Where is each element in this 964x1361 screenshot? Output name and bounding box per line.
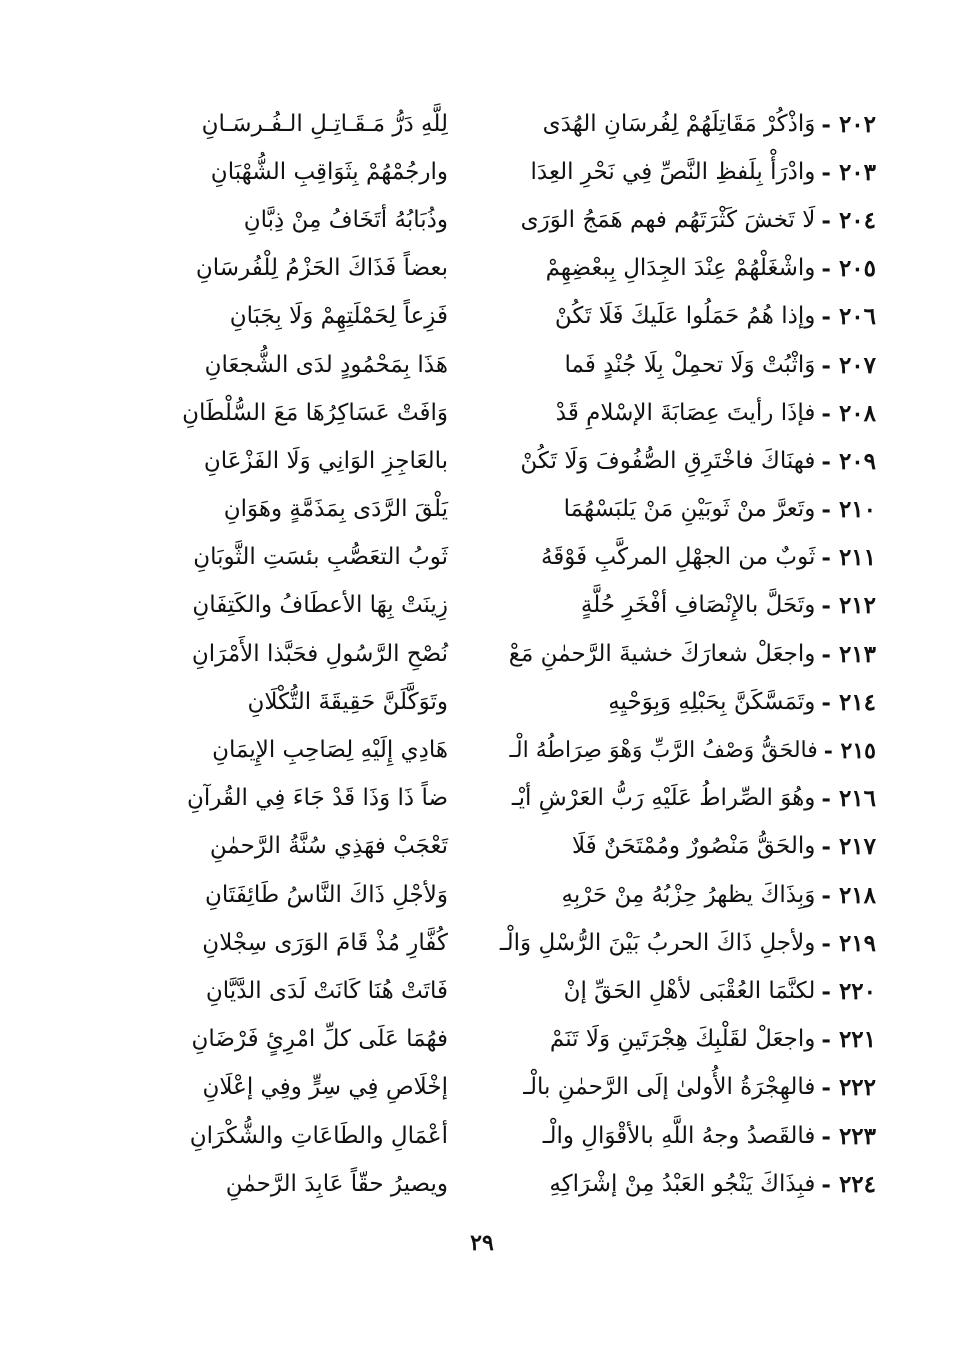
second-hemistich-text: يَلْقَ الرَّدَى بِمَذَمَّةٍ وهَوَانِ: [223, 496, 448, 523]
verse-number: ٢١٦ -: [821, 785, 876, 813]
second-hemistich: [76, 351, 448, 378]
second-hemistich-text: تَعْجَبْ فهَذِي سُنَّةُ الرَّحمٰنِ: [209, 833, 448, 860]
second-hemistich-text: كُفَّارِ مُذْ قَامَ الوَرَى سِجْلانِ: [202, 929, 448, 956]
first-hemistich-text: وتَعرَّ منْ ثَوبَيْنِ مَنْ يَلبَسْهُمَا: [563, 496, 816, 523]
second-hemistich-text: زِينَتْ بِهَا الأعطَافُ والكَتِفَانِ: [192, 592, 448, 619]
verse-number: ٢٢٠ -: [821, 977, 876, 1005]
second-hemistich-text: فهُمَا عَلَى كلِّ امْرِئٍ فَرْضَانِ: [191, 1026, 448, 1053]
verse-number: ٢١٣ -: [821, 640, 876, 668]
first-hemistich: [498, 110, 876, 138]
first-hemistich: [498, 351, 876, 379]
second-hemistich: [76, 929, 448, 956]
verse-number: ٢٠٢ -: [821, 110, 876, 138]
verse-row: [76, 486, 876, 534]
second-hemistich-text: إخْلَاصِ فِي سِرٍّ وفِي إعْلَانِ: [202, 1074, 448, 1101]
verse-number: ٢٢٤ -: [821, 1170, 876, 1198]
verse-number: ٢٠٥ -: [821, 255, 876, 283]
verse-row: [76, 389, 876, 437]
verse-row: [76, 245, 876, 293]
verse-row: [76, 775, 876, 823]
second-hemistich: [76, 158, 448, 185]
first-hemistich: [498, 303, 876, 331]
second-hemistich-text: فَزِعاً لِحَمْلَتِهِمْ وَلَا بِجَبَانِ: [229, 303, 448, 330]
verse-row: [76, 1160, 876, 1208]
first-hemistich-text: وَبِذَاكَ يظهرُ حِزْبُهُ مِنْ حَرْبِهِ: [561, 881, 816, 908]
first-hemistich-text: لكنَّمَا العُقْبَى لأهْلِ الحَقِّ إنْ: [563, 977, 816, 1004]
verse-number: ٢٠٧ -: [821, 351, 876, 379]
first-hemistich-text: لَا تَخشَ كَثْرَتَهُم فهم هَمَجُ الوَرَى: [520, 206, 816, 233]
page-number: ٢٩: [470, 1230, 494, 1256]
verse-row: [76, 1064, 876, 1112]
second-hemistich: [76, 1122, 448, 1149]
first-hemistich-text: وَاذْكُرْ مَقَاتِلَهُمْ لِفُرسَانِ الهُدَى: [542, 110, 816, 137]
verse-number: ٢٠٤ -: [821, 206, 876, 234]
second-hemistich: [76, 1170, 448, 1197]
first-hemistich: [498, 1026, 876, 1054]
first-hemistich-text: فالهِجْرَةُ الأُولىٰ إلَى الرَّحمٰنِ بالْـ: [523, 1074, 816, 1101]
verse-row: [76, 534, 876, 582]
second-hemistich-text: ضاً ذَا وَذَا قَدْ جَاءَ فِي القُرآنِ: [186, 785, 448, 812]
second-hemistich: [76, 787, 448, 810]
verse-row: [76, 196, 876, 244]
verse-row: [76, 630, 876, 678]
first-hemistich: [498, 496, 876, 524]
second-hemistich-text: بالعَاجِزِ الوَانِي وَلَا الفَزْعَانِ: [203, 447, 448, 474]
first-hemistich-text: ولأجلِ ذَاكَ الحربُ بَيْنَ الرُّسْلِ وَالْـ: [499, 929, 816, 956]
second-hemistich-text: ويصيرُ حقّاً عَابِدَ الرَّحمٰنِ: [225, 1170, 448, 1197]
first-hemistich: [498, 1170, 876, 1198]
second-hemistich-text: هَادِي إِلَيْهِ لِصَاحِبِ الإِيمَانِ: [212, 737, 448, 764]
first-hemistich-text: واجعَلْ لقَلْبِكَ هِجْرَتَينِ وَلَا تَنَمْ: [549, 1026, 816, 1053]
verse-number: ٢١٠ -: [821, 496, 876, 524]
verse-number: ٢٢١ -: [821, 1026, 876, 1054]
verse-row: [76, 919, 876, 967]
verse-row: [76, 678, 876, 726]
second-hemistich: [76, 305, 448, 328]
second-hemistich: [76, 447, 448, 474]
second-hemistich: [76, 688, 448, 715]
first-hemistich-text: واشْغَلْهُمْ عِنْدَ الجِدَالِ بِبعْضِهِمْ: [545, 255, 816, 282]
verse-number: ٢٠٦ -: [821, 303, 876, 331]
second-hemistich-text: وذُبَابُهُ أتَخَافُ مِنْ ذِبَّانِ: [243, 206, 448, 233]
verse-number: ٢١٤ -: [821, 688, 876, 716]
first-hemistich-text: وتَمَسَّكَنَّ بِحَبْلِهِ وَبِوَحْيِهِ: [608, 688, 816, 715]
first-hemistich: [498, 785, 876, 813]
first-hemistich-text: ثَوبٌ من الجهْلِ المركَّبِ فَوْقَهُ: [540, 544, 816, 571]
second-hemistich: [76, 1028, 448, 1051]
second-hemistich: [76, 110, 448, 137]
verse-row: [76, 437, 876, 485]
verse-row: [76, 871, 876, 919]
verse-row: [76, 293, 876, 341]
first-hemistich: [498, 929, 876, 957]
first-hemistich: [498, 881, 876, 909]
verse-row: [76, 1112, 876, 1160]
verse-row: [76, 967, 876, 1015]
first-hemistich-text: وهُوَ الصِّراطُ عَلَيْهِ رَبُّ العَرْشِ أيْـ: [511, 785, 816, 812]
first-hemistich: [498, 977, 876, 1005]
verse-number: ٢١٥ -: [823, 737, 876, 764]
first-hemistich-text: فهنَاكَ فاخْتَرِقِ الصُّفُوفَ وَلَا تَكُنْ: [520, 447, 816, 474]
second-hemistich: [76, 206, 448, 233]
verse-number: ٢٢٣ -: [821, 1122, 876, 1150]
verse-row: [76, 148, 876, 196]
second-hemistich-text: وارجُمْهُمْ بِثَوَاقِبِ الشُّهْبَانِ: [210, 158, 448, 185]
second-hemistich: [76, 977, 448, 1004]
first-hemistich: [498, 592, 876, 620]
verse-number: ٢١٩ -: [821, 929, 876, 957]
verse-number: ٢٢٢ -: [821, 1074, 876, 1102]
first-hemistich-text: فبِذَاكَ يَنْجُو العَبْدُ مِنْ إشْرَاكِهِ: [549, 1170, 816, 1197]
second-hemistich-text: أعْمَالِ والطَاعَاتِ والشُّكْرَانِ: [189, 1122, 448, 1149]
second-hemistich: [76, 498, 448, 521]
poem-verses: [76, 100, 876, 1210]
second-hemistich-text: وَافَتْ عَسَاكِرُهَا مَعَ السُّلْطَانِ: [182, 399, 448, 426]
first-hemistich-text: وتَحَلَّ بالإِنْصَافِ أفْخَرِ حُلَّةٍ: [580, 592, 816, 619]
first-hemistich-text: وادْرَأْ بِلَفظِ النَّصِّ فِي نَحْرِ العِدَا: [530, 158, 816, 185]
verse-number: ٢٠٣ -: [821, 158, 876, 186]
first-hemistich: [498, 447, 876, 475]
first-hemistich-text: فالحَقُّ وَصْفُ الرَّبِّ وَهْوَ صِرَاطُهُ الْـ: [509, 737, 818, 763]
verse-row: [76, 341, 876, 389]
second-hemistich-text: وتَوَكَّلَنَّ حَقِيقَةَ التُّكْلَانِ: [247, 688, 448, 715]
second-hemistich: [76, 881, 448, 908]
verse-number: ٢٠٨ -: [821, 399, 876, 427]
second-hemistich: [76, 1076, 448, 1099]
second-hemistich-text: ثَوبُ التعَصُّبِ بئسَتِ الثَّوبَانِ: [193, 544, 448, 571]
verse-row: [76, 1016, 876, 1064]
first-hemistich: [498, 544, 876, 572]
second-hemistich: [76, 257, 448, 280]
verse-number: ٢١٢ -: [821, 592, 876, 620]
second-hemistich: [76, 835, 448, 858]
second-hemistich: [76, 640, 448, 667]
first-hemistich: [498, 399, 876, 427]
verse-number: ٢١١ -: [821, 544, 876, 572]
first-hemistich: [498, 1074, 876, 1102]
first-hemistich: [498, 688, 876, 716]
first-hemistich-text: وَاثْبُتْ وَلَا تحمِلْ بِلَا جُنْدٍ فَما: [564, 351, 816, 378]
first-hemistich: [498, 737, 876, 764]
first-hemistich-text: فإذَا رأيتَ عِصَابَةَ الإسْلامِ قَدْ: [555, 399, 816, 426]
verse-row: [76, 726, 876, 774]
first-hemistich: [498, 255, 876, 283]
first-hemistich-text: فالقَصدُ وجهُ اللَّهِ بالأقْوَالِ والْـ: [542, 1122, 816, 1149]
second-hemistich-text: هَذَا بِمَحْمُودٍ لدَى الشُّجعَانِ: [204, 351, 448, 378]
second-hemistich-text: لِلَّهِ دَرُّ مَـقَـاتِـلِ الـفُـرسَـانِ: [201, 110, 448, 137]
first-hemistich: [498, 158, 876, 186]
second-hemistich-text: فَاتَتْ هُنَا كَانَتْ لَدَى الدَّيَّانِ: [205, 977, 448, 1004]
first-hemistich: [498, 640, 876, 668]
second-hemistich: [76, 739, 448, 762]
second-hemistich-text: نُصْحِ الرَّسُولِ فحَبَّذا الأَمْرَانِ: [191, 640, 448, 667]
verse-row: [76, 100, 876, 148]
first-hemistich: [498, 833, 876, 861]
first-hemistich: [498, 1122, 876, 1150]
second-hemistich: [76, 594, 448, 617]
second-hemistich: [76, 546, 448, 569]
verse-number: ٢٠٩ -: [821, 447, 876, 475]
verse-number: ٢١٧ -: [821, 833, 876, 861]
verse-number: ٢١٨ -: [821, 881, 876, 909]
first-hemistich-text: وإذا هُمُ حَمَلُوا عَلَيكَ فَلَا تَكُنْ: [554, 303, 816, 330]
verse-row: [76, 582, 876, 630]
first-hemistich-text: واجعَلْ شعارَكَ خشيةَ الرَّحمٰنِ مَعْ: [508, 640, 816, 667]
verse-row: [76, 823, 876, 871]
first-hemistich-text: والحَقُّ مَنْصُورٌ ومُمْتَحَنٌ فَلَا: [571, 833, 816, 860]
second-hemistich: [76, 399, 448, 426]
second-hemistich-text: وَلأجْلِ ذَاكَ النَّاسُ طَائِفَتَانِ: [205, 881, 448, 908]
second-hemistich-text: بعضاً فَذَاكَ الحَزْمُ لِلْفُرسَانِ: [195, 255, 448, 282]
first-hemistich: [498, 206, 876, 234]
